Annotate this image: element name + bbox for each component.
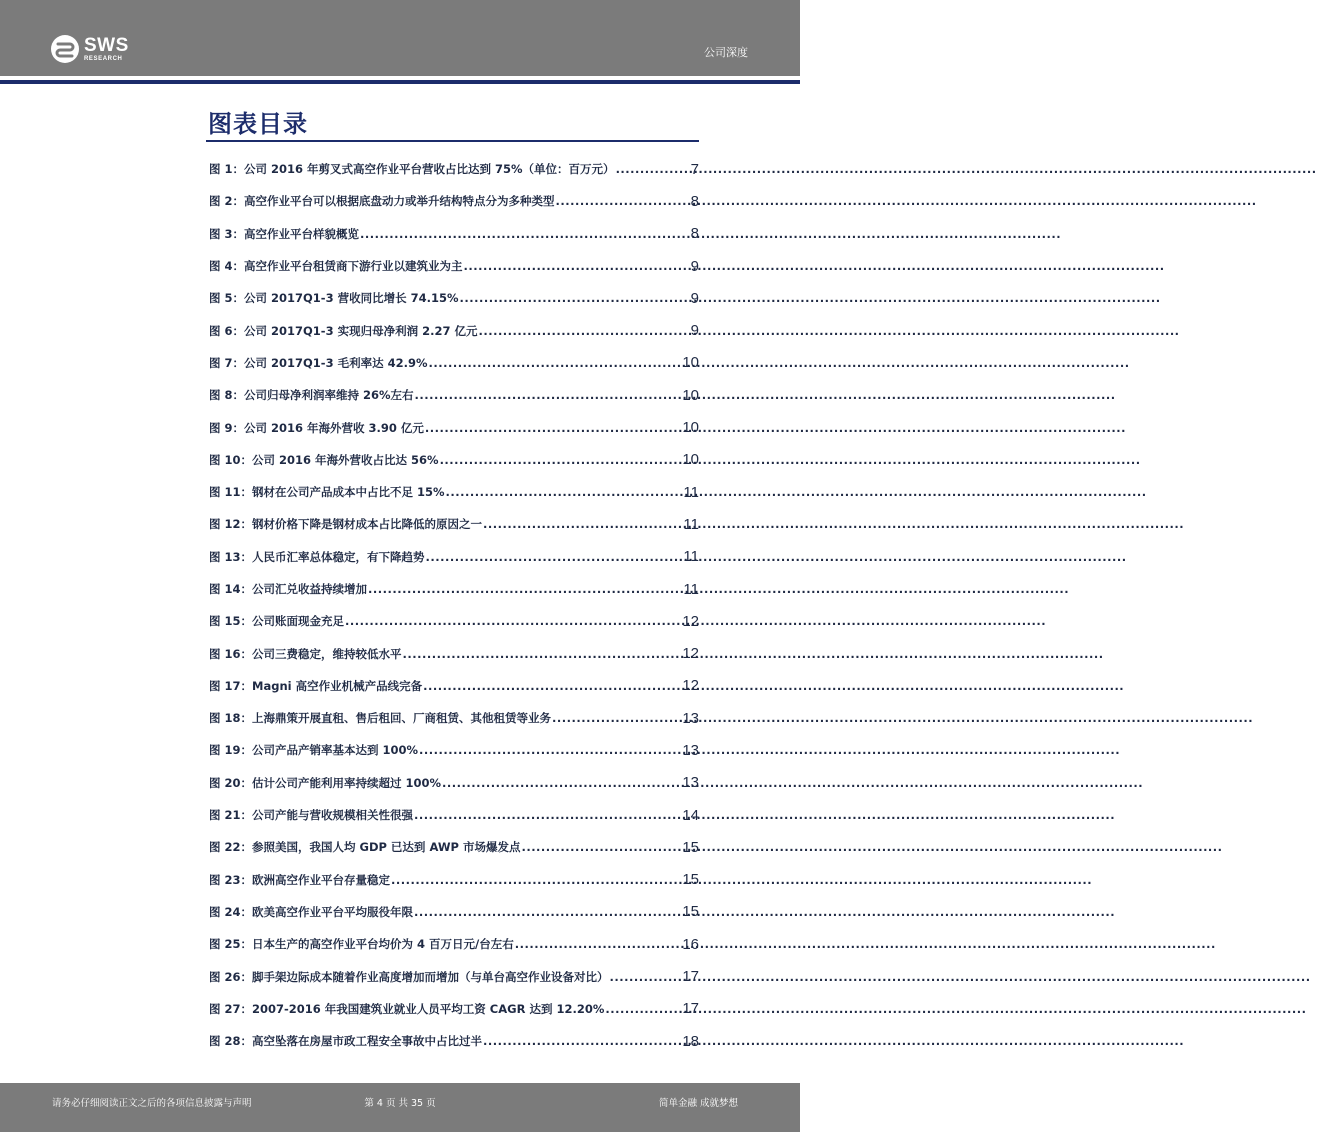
toc-entry-page: 10 [682, 386, 699, 404]
toc-leader-dots [478, 324, 689, 338]
toc-entry-text: 公司 2017Q1-3 营收同比增长 74.15% [244, 291, 459, 306]
toc-entry[interactable] [209, 379, 699, 411]
toc-entry-page: 17 [682, 968, 699, 986]
toc-entry-label: 图 4： [209, 259, 245, 274]
toc-entry-page: 17 [682, 1000, 699, 1018]
toc-entry[interactable] [209, 282, 699, 314]
logo-text: SWS [84, 35, 129, 56]
toc-entry-text: 公司产品产销率基本达到 100% [252, 743, 419, 758]
toc-entry-label: 图 8： [209, 388, 245, 403]
toc-entry[interactable] [209, 250, 699, 282]
toc-entry[interactable] [209, 670, 699, 702]
toc-entry[interactable] [209, 767, 699, 799]
toc-entry-page: 10 [682, 451, 699, 469]
toc-entry-text: 高空作业平台样貌概览 [244, 226, 360, 241]
toc-entry-label: 图 6： [209, 323, 245, 338]
toc-entry-page: 12 [682, 612, 699, 630]
toc-entry-text: 高空作业平台租赁商下游行业以建筑业为主 [244, 259, 463, 274]
toc-entry-page: 9 [690, 257, 699, 275]
toc-entry-page: 13 [682, 774, 699, 792]
toc-leader-dots [440, 453, 682, 467]
toc-entry-page: 13 [682, 741, 699, 759]
toc-entry-text: 公司账面现金充足 [252, 614, 345, 629]
toc-leader-dots [515, 937, 682, 951]
toc-entry[interactable] [209, 314, 699, 346]
toc-entry-text: 钢材在公司产品成本中占比不足 15% [252, 485, 445, 500]
toc-entry-label: 图 5： [209, 291, 245, 306]
toc-entry-text: 钢材价格下降是钢材成本占比降低的原因之一 [252, 517, 483, 532]
toc-entry-page: 13 [682, 709, 699, 727]
toc-entry-text: 高空作业平台可以根据底盘动力或举升结构特点分为多种类型 [244, 194, 555, 209]
toc-entry-page: 11 [683, 515, 699, 533]
toc-entry-text: 公司 2016 年海外营收占比达 56% [252, 452, 439, 467]
toc-entry[interactable] [209, 637, 699, 669]
toc-entry-text: 上海鼎策开展直租、售后租回、厂商租赁、其他租赁等业务 [252, 711, 552, 726]
toc-entry-label: 图 27： [209, 1001, 253, 1016]
toc-entry-text: 公司 2016 年海外营收 3.90 亿元 [244, 420, 424, 435]
toc-entry-label: 图 2： [209, 194, 245, 209]
toc-leader-dots [610, 970, 682, 984]
toc-entry[interactable] [209, 508, 699, 540]
toc-entry[interactable] [209, 864, 699, 896]
report-type-label: 公司深度 [704, 46, 748, 59]
toc-entry-page: 11 [683, 483, 699, 501]
toc-entry-label: 图 24： [209, 904, 253, 919]
toc-entry-text: 公司 2017Q1-3 实现归母净利润 2.27 亿元 [244, 323, 478, 338]
toc-leader-dots [556, 194, 690, 208]
toc-leader-dots [552, 711, 681, 725]
toc-entry[interactable] [209, 702, 699, 734]
toc-leader-dots [483, 1034, 681, 1048]
toc-title: 图表目录 [208, 109, 308, 138]
toc-entry-text: 欧洲高空作业平台存量稳定 [252, 872, 391, 887]
toc-entry-page: 8 [690, 225, 699, 243]
toc-entry-label: 图 14： [209, 582, 253, 596]
toc-entry-page: 8 [690, 192, 699, 210]
toc-leader-dots [442, 776, 681, 790]
sws-logo [50, 32, 129, 66]
toc-entry-label: 图 13： [209, 549, 253, 564]
toc-entry-label: 图 15： [209, 614, 253, 629]
toc-entry-page: 10 [682, 419, 699, 437]
toc-entry-text: 公司产能与营收规模相关性很强 [252, 808, 414, 823]
toc-entry-page: 16 [682, 935, 699, 953]
toc-entry-text: 2007-2016 年我国建筑业就业人员平均工资 CAGR 达到 12.20% [252, 1001, 605, 1016]
toc-entry[interactable] [209, 411, 699, 443]
toc-leader-dots [605, 1002, 681, 1016]
toc-entry-page: 12 [682, 645, 699, 663]
title-rule [206, 140, 699, 142]
toc-entry-page: 12 [682, 677, 699, 695]
toc-entry-label: 图 22： [209, 840, 253, 855]
header-rule [0, 80, 800, 84]
toc-list [209, 153, 699, 1057]
toc-leader-dots [521, 840, 681, 854]
toc-entry[interactable] [209, 960, 699, 992]
toc-entry-text: 高空坠落在房屋市政工程安全事故中占比过半 [252, 1034, 483, 1049]
toc-entry[interactable] [209, 993, 699, 1025]
toc-entry-label: 图 10： [209, 452, 253, 467]
toc-entry-page: 15 [682, 871, 699, 889]
toc-entry-text: 脚手架边际成本随着作业高度增加而增加（与单台高空作业设备对比） [252, 969, 609, 984]
toc-entry-label: 图 23： [209, 872, 253, 887]
toc-leader-dots [428, 356, 681, 370]
page-header [0, 0, 800, 76]
toc-leader-dots [425, 421, 681, 435]
toc-entry-label: 图 1： [209, 162, 245, 177]
toc-entry-text: 估计公司产能利用率持续超过 100% [252, 775, 442, 790]
toc-entry-page: 7 [690, 160, 699, 178]
toc-leader-dots [459, 291, 689, 305]
toc-leader-dots [345, 614, 681, 628]
toc-entry-label: 图 7： [209, 355, 245, 370]
toc-entry-text: 公司 2017Q1-3 毛利率达 42.9% [244, 355, 428, 370]
toc-entry[interactable] [209, 444, 699, 476]
toc-entry[interactable] [209, 1025, 699, 1057]
toc-leader-dots [391, 873, 681, 887]
toc-leader-dots [419, 743, 681, 757]
footer-page-info: 第 4 页 共 35 页 [364, 1098, 436, 1109]
toc-leader-dots [483, 517, 682, 531]
toc-entry-label: 图 9： [209, 420, 245, 435]
toc-entry[interactable] [209, 928, 699, 960]
toc-entry-page: 10 [682, 354, 699, 372]
sws-logo-icon [50, 34, 80, 64]
toc-entry-page: 9 [690, 322, 699, 340]
toc-entry-text: 公司归母净利润率维持 26%左右 [244, 388, 414, 403]
toc-leader-dots [446, 485, 683, 499]
toc-entry[interactable] [209, 831, 699, 863]
page-footer [0, 1083, 800, 1132]
toc-entry-label: 图 12： [209, 517, 253, 532]
toc-entry[interactable] [209, 896, 699, 928]
footer-disclaimer: 请务必仔细阅读正文之后的各项信息披露与声明 [52, 1098, 252, 1109]
toc-entry-label: 图 11： [209, 485, 253, 500]
toc-entry-text: 日本生产的高空作业平台均价为 4 百万日元/台左右 [252, 937, 514, 952]
toc-leader-dots [414, 905, 681, 919]
toc-entry-page: 11 [683, 580, 699, 598]
toc-leader-dots [414, 808, 681, 822]
toc-entry-text: 人民币汇率总体稳定，有下降趋势 [252, 549, 425, 564]
toc-entry-page: 14 [682, 806, 699, 824]
toc-entry[interactable] [209, 347, 699, 379]
toc-entry-label: 图 19： [209, 743, 253, 758]
toc-leader-dots [403, 647, 682, 661]
toc-entry-text: 参照美国，我国人均 GDP 已达到 AWP 市场爆发点 [252, 840, 521, 855]
toc-entry-text: 公司 2016 年剪叉式高空作业平台营收占比达到 75%（单位：百万元） [244, 162, 615, 177]
toc-leader-dots [616, 162, 690, 176]
toc-leader-dots [415, 388, 682, 402]
toc-entry-label: 图 3： [209, 226, 245, 241]
toc-entry[interactable] [209, 185, 699, 217]
toc-entry[interactable] [209, 153, 699, 185]
toc-entry[interactable] [209, 573, 699, 605]
toc-entry-page: 11 [683, 548, 699, 566]
toc-entry[interactable] [209, 605, 699, 637]
toc-leader-dots [464, 259, 690, 273]
toc-entry-text: Magni 高空作业机械产品线完备 [252, 678, 423, 693]
toc-entry-text: 公司三费稳定，维持较低水平 [252, 646, 402, 661]
toc-entry-text: 欧美高空作业平台平均服役年限 [252, 904, 414, 919]
toc-leader-dots [360, 227, 690, 241]
toc-entry[interactable] [209, 734, 699, 766]
toc-entry[interactable] [209, 476, 699, 508]
toc-entry-label: 图 16： [209, 646, 253, 661]
footer-slogan: 简单金融 成就梦想 [658, 1098, 738, 1109]
toc-entry[interactable] [209, 541, 699, 573]
logo-subtext: RESEARCH [84, 56, 123, 62]
toc-entry-label: 图 21： [209, 808, 253, 823]
toc-leader-dots [426, 550, 683, 564]
toc-entry-label: 图 17： [209, 678, 253, 693]
toc-leader-dots [368, 582, 682, 596]
toc-entry-page: 15 [682, 903, 699, 921]
toc-entry-page: 15 [682, 838, 699, 856]
toc-entry-label: 图 20： [209, 775, 253, 790]
toc-leader-dots [423, 679, 681, 693]
toc-entry-text: 公司汇兑收益持续增加 [252, 582, 368, 596]
toc-entry-label: 图 26： [209, 969, 253, 984]
toc-entry-label: 图 25： [209, 937, 253, 952]
toc-entry[interactable] [209, 799, 699, 831]
toc-entry-page: 9 [690, 289, 699, 307]
toc-entry-label: 图 28： [209, 1034, 253, 1049]
toc-entry[interactable] [209, 218, 699, 250]
toc-entry-label: 图 18： [209, 711, 253, 726]
toc-entry-page: 18 [682, 1032, 699, 1050]
